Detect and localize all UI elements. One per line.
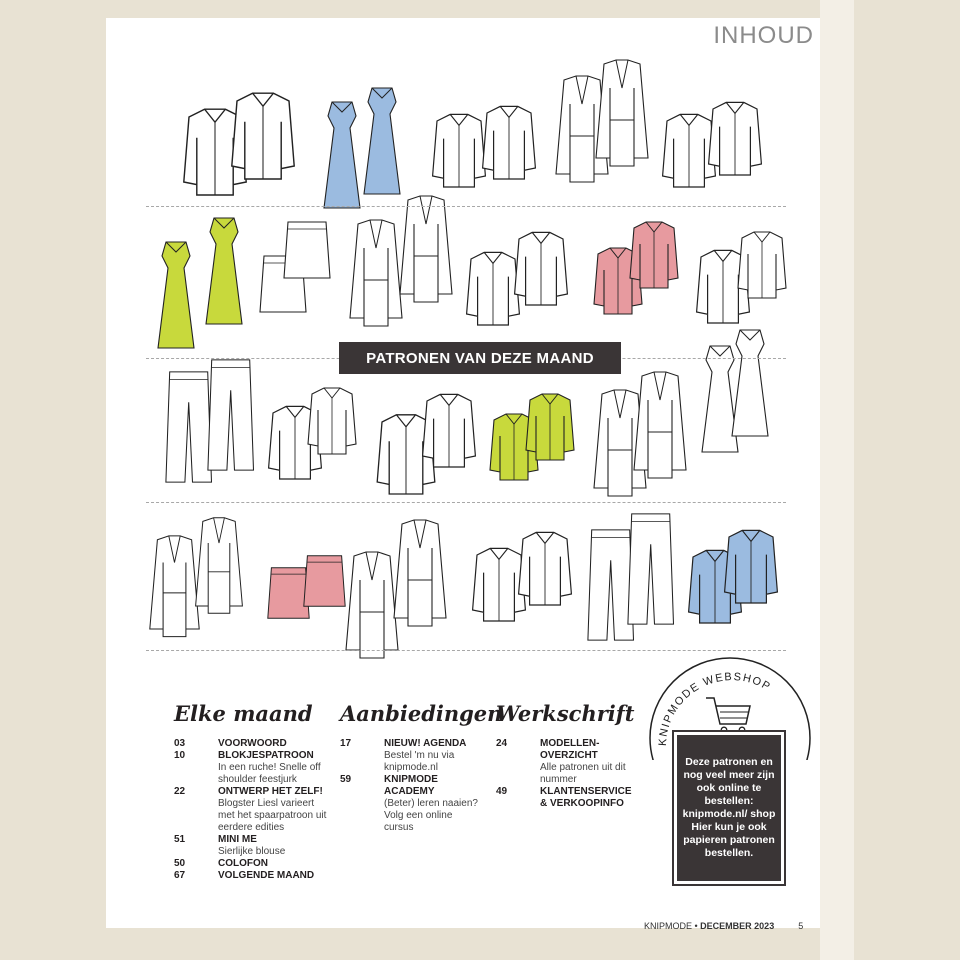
garment-jacket-short-back [483, 106, 536, 179]
toc-entry[interactable]: 17 NIEUW! AGENDA Bestel 'm nu via knipmode.nl [340, 738, 467, 773]
toc-entry[interactable]: 03 VOORWOORD [174, 738, 287, 749]
garment-trousers [588, 530, 634, 640]
toc-entry[interactable]: 22 ONTWERP HET ZELF! Blogster Liesl varieert met het spaarpatroon uit eerdere edities [174, 786, 327, 833]
column-title: Werkschrift [496, 701, 635, 726]
garment-skirt-pink-back [304, 556, 345, 606]
garment-wrap-dress [346, 552, 398, 658]
garment-turtleneck-yellow-back [526, 394, 574, 460]
page-edge [820, 0, 854, 960]
garment-bow-blouse-back [423, 394, 476, 467]
column-aanbiedingen [340, 701, 503, 834]
page-footer: KNIPMODE • DECEMBER 2023 5 [644, 921, 804, 931]
garment-bodysuit-blue-back [725, 530, 778, 603]
garment-tie-blouse-back [738, 232, 786, 298]
garment-tunic-back [515, 232, 568, 305]
webshop-badge[interactable] [648, 650, 818, 910]
column-elke-maand [174, 701, 332, 882]
row-divider [146, 206, 786, 207]
garment-bodysuit-wrap-back [308, 388, 356, 454]
garment-wide-pants-back [208, 360, 254, 470]
garment-dress-blue [324, 102, 360, 208]
garment-jacket-pink-back [630, 222, 678, 288]
garment-dress-yellow [158, 242, 194, 348]
page-title: INHOUD [713, 22, 814, 49]
garment-wrap-top [663, 114, 716, 187]
garment-dress-blue-back [364, 88, 400, 194]
garment-trench-coat [350, 220, 402, 326]
page-number: 5 [798, 921, 804, 931]
garment-wrap-coat-back [634, 372, 686, 478]
garment-short-trench-back [196, 518, 243, 613]
garment-dress-yellow-back [206, 218, 242, 324]
garment-ruffle-dress-back [284, 222, 330, 278]
column-title: Elke maand [174, 701, 313, 726]
row-divider [146, 502, 786, 503]
toc-entry[interactable]: 49 KLANTENSERVICE & VERKOOPINFO [496, 786, 632, 809]
footer-issue: DECEMBER 2023 [700, 921, 775, 931]
garment-jacket-short [433, 114, 486, 187]
column-title: Aanbiedingen [340, 701, 503, 726]
toc-entry[interactable]: 59 KNIPMODE ACADEMY (Beter) leren naaien? Volg een online cursus [340, 774, 478, 833]
patterns-banner: PATRONEN VAN DEZE MAAND [339, 342, 621, 374]
garment-wide-pants [166, 372, 212, 482]
webshop-arc-text: KNIPMODE WEBSHOP [656, 671, 774, 747]
garment-jumpsuit-back [596, 60, 648, 166]
garment-wrap-top-back [709, 102, 762, 175]
webshop-text: Deze patronen en nog veel meer zijn ook online te bestellen: knipmode.nl/ shop Hier kun je ook papieren patronen bestellen. [674, 732, 784, 884]
garment-tunic [467, 252, 520, 325]
toc-entry[interactable]: 51 MINI ME Sierlijke blouse [174, 834, 286, 857]
garment-wrap-dress-back [394, 520, 446, 626]
garment-short-trench [150, 536, 199, 637]
garment-crop-top-back [519, 532, 572, 605]
garment-trousers-back [628, 514, 674, 624]
toc-entry[interactable]: 50 COLOFON [174, 858, 268, 869]
garment-long-dress-back [732, 330, 768, 436]
toc-entry[interactable]: 10 BLOKJESPATROON In een ruche! Snelle off shoulder feestjurk [174, 750, 321, 785]
toc-entry[interactable]: 24 MODELLEN-OVERZICHT Alle patronen uit dit nummer [496, 738, 626, 785]
garment-crop-top [473, 548, 526, 621]
column-werkschrift [496, 701, 636, 810]
garment-trench-coat-back [400, 196, 452, 302]
footer-brand: KNIPMODE [644, 921, 693, 931]
toc-entry[interactable]: 67 VOLGENDE MAAND [174, 870, 315, 881]
garment-blouse-white-back [232, 93, 294, 179]
garment-skirt-pink [268, 568, 309, 618]
